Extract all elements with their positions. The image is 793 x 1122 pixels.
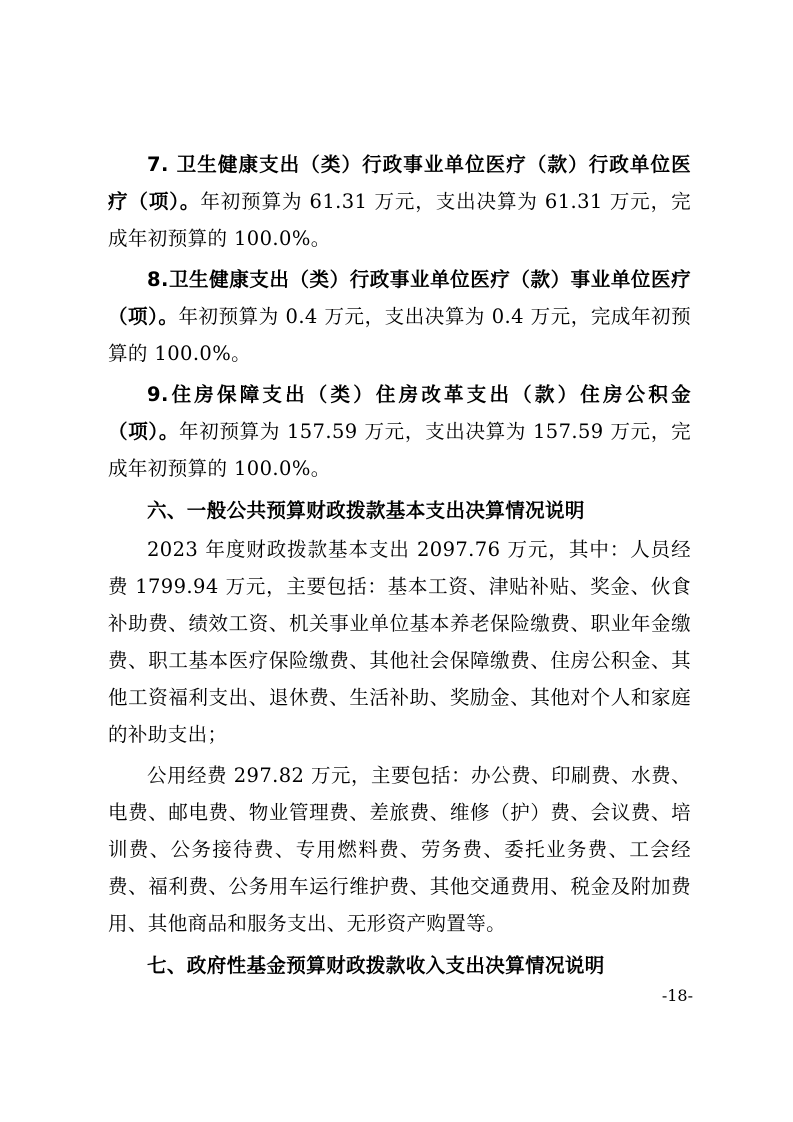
item-7-body: 年初预算为 61.31 万元，支出决算为 61.31 万元，完成年初预算的 100.0%。 bbox=[108, 190, 691, 250]
section-7-heading: 七、政府性基金预算财政拨款收入支出决算情况说明 bbox=[147, 954, 605, 977]
item-8-paragraph bbox=[108, 261, 691, 372]
item-7-title: 7. 卫生健康支出（类）行政事业单位医疗（款）行政单位医疗（项）。 bbox=[108, 153, 691, 213]
section-6-heading: 六、一般公共预算财政拨款基本支出决算情况说明 bbox=[147, 499, 585, 522]
item-8-title: 8.卫生健康支出（类）行政事业单位医疗（款）事业单位医疗（项）。 bbox=[108, 268, 691, 328]
item-9-body: 年初预算为 157.59 万元，支出决算为 157.59 万元，完成年初预算的 100.0%。 bbox=[108, 420, 691, 480]
document-body bbox=[108, 146, 691, 986]
item-9-paragraph bbox=[108, 376, 691, 487]
item-8-body: 年初预算为 0.4 万元，支出决算为 0.4 万元，完成年初预算的 100.0%。 bbox=[108, 305, 691, 365]
item-9-title: 9.住房保障支出（类）住房改革支出（款）住房公积金（项）。 bbox=[108, 383, 691, 443]
page-number: -18- bbox=[661, 986, 693, 1005]
section-6-paragraph-2: 公用经费 297.82 万元，主要包括：办公费、印刷费、水费、电费、邮电费、物业管理费、差旅费、维修（护）费、会议费、培训费、公务接待费、专用燃料费、劳务费、委托业务费、工会经费、福利费、公务用车运行维护费、其他交通费用、税金及附加费用、其他商品和服务支出、无形资产购置等。 bbox=[108, 764, 691, 935]
section-6-paragraph-1: 2023 年度财政拨款基本支出 2097.76 万元，其中：人员经费 1799.94 万元，主要包括：基本工资、津贴补贴、奖金、伙食补助费、绩效工资、机关事业单位基本养老保险缴费、职业年金缴费、职工基本医疗保险缴费、其他社会保障缴费、住房公积金、其他工资福利支出、退休费、生活补助、奖励金、其他对个人和家庭的补助支出； bbox=[108, 538, 691, 746]
item-7-paragraph bbox=[108, 146, 691, 257]
